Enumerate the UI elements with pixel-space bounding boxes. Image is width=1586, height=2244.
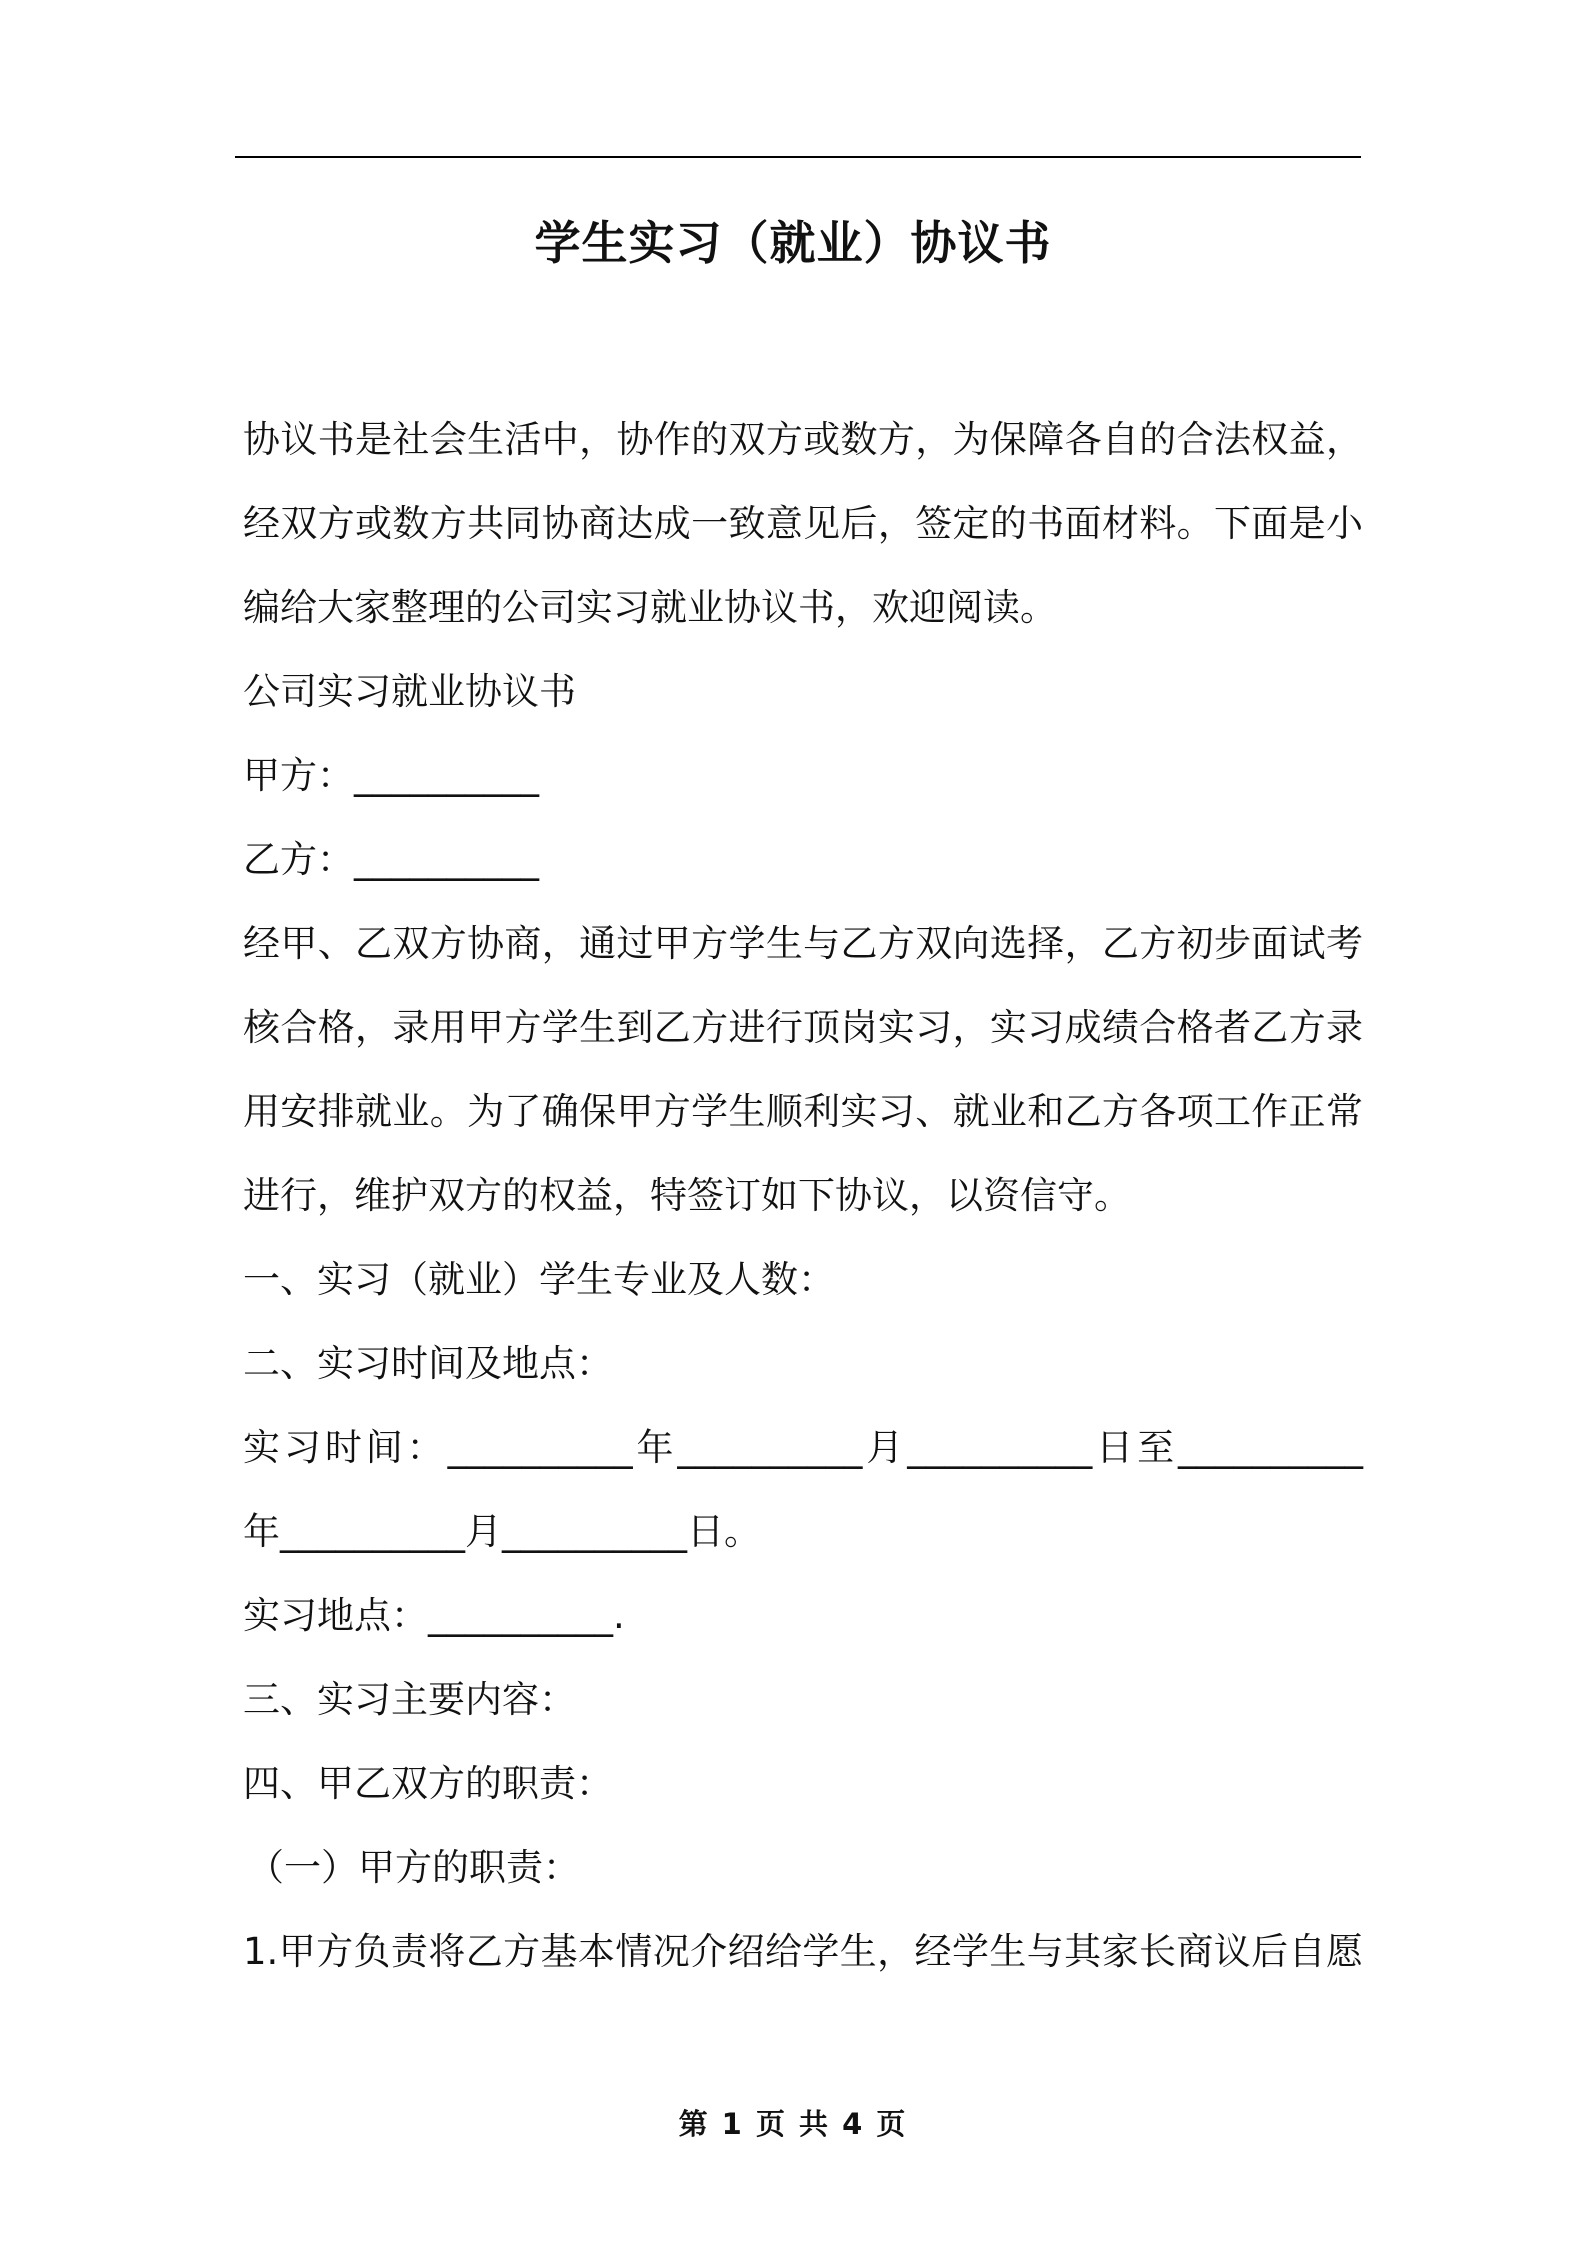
header-rule (235, 156, 1361, 158)
paragraph-line: 经双方或数方共同协商达成一致意见后，签定的书面材料。下面是小 (243, 502, 1363, 545)
paragraph-line: 1.甲方负责将乙方基本情况介绍给学生，经学生与其家长商议后自愿 (243, 1930, 1363, 1973)
paragraph-line: 协议书是社会生活中，协作的双方或数方，为保障各自的合法权益， (243, 418, 1363, 461)
section-heading: 公司实习就业协议书 (243, 670, 576, 713)
page-number-footer: 第 1 页 共 4 页 (678, 2107, 908, 2141)
paragraph-line: 核合格，录用甲方学生到乙方进行顶岗实习，实习成绩合格者乙方录 (243, 1006, 1363, 1049)
party-b-field: 乙方：__________ (243, 838, 539, 881)
internship-time-field: 实习时间：__________年__________月__________日至__________ (243, 1426, 1363, 1469)
paragraph-line: 经甲、乙双方协商，通过甲方学生与乙方双向选择，乙方初步面试考 (243, 922, 1363, 965)
clause-heading: 四、甲乙双方的职责： (243, 1762, 613, 1805)
paragraph-line: 编给大家整理的公司实习就业协议书，欢迎阅读。 (243, 586, 1057, 629)
paragraph-line: 用安排就业。为了确保甲方学生顺利实习、就业和乙方各项工作正常 (243, 1090, 1363, 1133)
internship-location-field: 实习地点：__________. (243, 1594, 625, 1637)
clause-heading: 一、实习（就业）学生专业及人数： (243, 1258, 835, 1301)
clause-heading: 三、实习主要内容： (243, 1678, 576, 1721)
internship-time-field: 年__________月__________日。 (243, 1510, 761, 1553)
clause-heading: 二、实习时间及地点： (243, 1342, 613, 1385)
paragraph-line: 进行，维护双方的权益，特签订如下协议，以资信守。 (243, 1174, 1131, 1217)
sub-clause-heading: （一）甲方的职责： (247, 1846, 580, 1889)
page-title: 学生实习（就业）协议书 (534, 216, 1052, 270)
document-body (243, 398, 1363, 1994)
party-a-field: 甲方：__________ (243, 754, 539, 797)
